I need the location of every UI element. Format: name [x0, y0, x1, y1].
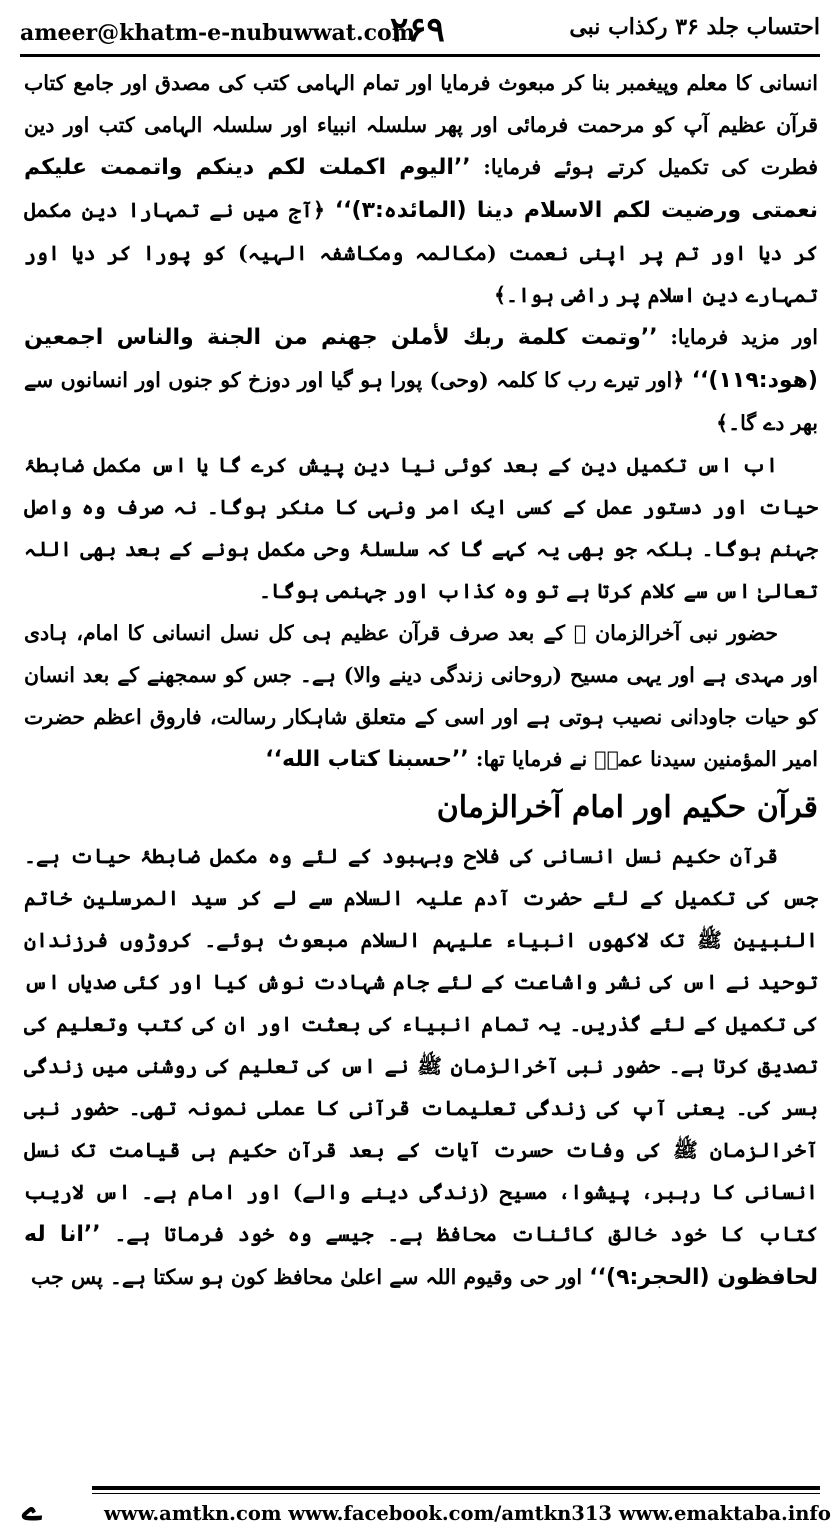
paragraph-2 [24, 316, 818, 444]
footer-rule [92, 1486, 820, 1490]
header-rule [20, 54, 820, 57]
footer-page-marker: ے [22, 1489, 42, 1529]
quote-hasbuna: ’’حسبنا کتاب الله‘‘ [265, 747, 469, 772]
paragraph-2-text: اور مزید فرمایا: [670, 325, 818, 349]
quran-verse-hijr: ’’انا له لحافظون (الحجر:۹)‘‘ [24, 1222, 818, 1290]
header-page-number: ۲۶۹ [390, 10, 445, 50]
paragraph-3: اب اس تکمیل دین کے بعد کوئی نیا دین پیش کرے گا یا اس مکمل ضابطۂ حیات اور دستور عمل کے کسی ایک امر ونہی کا منکر ہوگا۔ نہ صرف وہ واصل جہنم ہوگا۔ بلکہ جو بھی یہ کہے گا کہ سلسلۂ وحی مکمل ہونے کے بعد بھی اللہ تعالیٰ اس سے کلام کرتا ہے تو وہ کذاب اور جہنمی ہوگا۔ [24, 453, 818, 603]
paragraph-1 [24, 62, 818, 316]
footer-links: www.amtkn.com www.facebook.com/amtkn313 www.emaktaba.info [104, 1502, 831, 1525]
verse-translation-maidah: ﴿آج میں نے تمہارا دین مکمل کر دیا اور تم پر اپنی نعمت (مکالمہ ومکاشفہ الہیہ) کو پورا کر دیا اور تمہارے دین اسلام پر راضی ہوا۔﴾ [24, 198, 818, 307]
paragraph-1-text: انسانی کا معلم وپیغمبر بنا کر مبعوث فرمایا اور تمام الہامی کتب کی مصدق اور جامع کتاب قرآن عظیم آپ کو مرحمت فرمائی اور پھر سلسلہ انبیاء اور سلسلہ الہامی کتب اور دین فطرت کی تکمیل کرتے ہوئے فرمایا: [24, 71, 818, 179]
header-book-title: احتساب جلد ۳۶ رکذاب نبی [569, 14, 820, 40]
paragraph-5-text: قرآن حکیم نسل انسانی کی فلاح وبہبود کے لئے وہ مکمل ضابطۂ حیات ہے۔ جس کی تکمیل کے لئے حضرت آدم علیہ السلام سے لے کر سید المرسلین خاتم النبیین ﷺ تک لاکھوں انبیاء علیہم السلام مبعوث ہوئے۔ کروڑوں فرزندان توحید نے اس کی نشر واشاعت کے لئے جام شہادت نوش کیا اور کئی صدیاں اس کی تکمیل کے لئے گذریں۔ یہ تمام انبیاء کی بعثت اور ان کی کتب وتعلیم کی تصدیق کرتا ہے۔ حضور نبی آخرالزمان ﷺ نے اس کی تعلیم کی روشنی میں زندگی بسر کی۔ یعنی آپ کی زندگی تعلیمات قرآنی کا عملی نمونہ تھی۔ حضور نبی آخرالزمان ﷺ کی وفات حسرت آیات کے بعد قرآن حکیم ہی قیامت تک نسل انسانی کا رہبر، پیشوا، مسیح (زندگی دینے والے) اور امام ہے۔ اس لاریب کتاب کا خود خالق کائنات محافظ ہے۔ جیسے وہ خود فرماتا ہے۔ [24, 844, 818, 1246]
page-body [24, 62, 818, 1470]
paragraph-5 [24, 835, 818, 1299]
footer-rule-thin [92, 1493, 820, 1494]
section-heading: قرآن حکیم اور امام آخرالزمان [436, 790, 818, 825]
header-email: ameer@khatm-e-nubuwwat.com [20, 20, 415, 46]
paragraph-4-text: حضور نبی آخرالزمان ﷺ کے بعد صرف قرآن عظیم ہی کل نسل انسانی کا امام، ہادی اور مہدی ہے اور یہی مسیح (روحانی زندگی دینے والا) ہے۔ جس کو سمجھنے کے بعد انسان کو حیات جاودانی نصیب ہوتی ہے اور اسی کے متعلق شاہکار رسالت، فاروق اعظم حضرت امیر المؤمنین سیدنا عمرؓ نے فرمایا تھا: [24, 621, 818, 771]
quran-verse-maidah: ’’الیوم اکملت لکم دینکم واتممت علیکم نعمتی ورضیت لکم الاسلام دینا (المائدہ:۳)‘‘ [24, 155, 818, 223]
verse-translation-hud: ﴿اور تیرے رب کا کلمہ (وحی) پورا ہو گیا اور دوزخ کو جنوں اور انسانوں سے بھر دے گا۔﴾ [24, 368, 818, 435]
quran-verse-hud: ’’وتمت کلمة ربك لأملن جهنم من الجنة والناس اجمعین (هود:۱۱۹)‘‘ [24, 325, 818, 393]
paragraph-4 [24, 612, 818, 781]
paragraph-5-closing: اور حی وقیوم اللہ سے اعلیٰ محافظ کون ہو سکتا ہے۔ پس جب [31, 1265, 583, 1289]
page-footer [0, 1478, 840, 1540]
page-header [20, 10, 820, 50]
